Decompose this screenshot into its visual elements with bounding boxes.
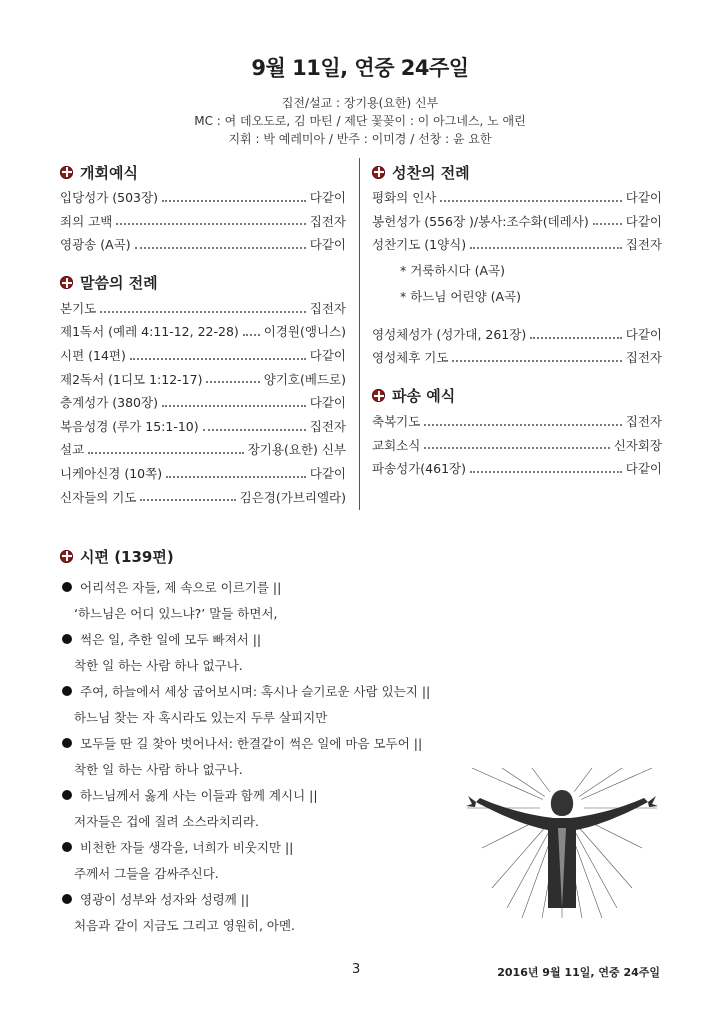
- cross-icon: [60, 276, 73, 289]
- bullet-icon: [62, 634, 72, 644]
- dot-leader: [243, 334, 260, 336]
- dot-leader: [166, 476, 306, 478]
- order-row: [60, 188, 346, 212]
- order-row-label: 신자들의 기도: [60, 489, 137, 505]
- section-heading-label: 성찬의 전례: [392, 163, 470, 182]
- column-divider: [359, 158, 360, 510]
- bullet-icon: [62, 894, 72, 904]
- order-list: [60, 188, 346, 259]
- order-row-label: 층계성가 (380장): [60, 395, 158, 411]
- psalm-response-text: 착한 일 하는 사람 하나 없구나.: [74, 658, 243, 673]
- order-row: [372, 412, 662, 436]
- sub-item: * 하느님 어린양 (A곡): [400, 288, 521, 304]
- psalm-verse-text: 썩은 일, 추한 일에 모두 빠져서 ||: [80, 632, 262, 647]
- order-row-label: 영광송 (A곡): [60, 237, 131, 253]
- order-row-label: 설교: [60, 442, 85, 458]
- order-row: [60, 440, 346, 464]
- order-row: [372, 459, 662, 483]
- order-row-value: 다같이: [309, 190, 346, 205]
- page-number: 3: [352, 962, 361, 977]
- order-row: [60, 464, 346, 488]
- order-row-value: 다같이: [625, 190, 662, 205]
- dot-leader: [88, 452, 244, 454]
- psalm-verse-text: 영광이 성부와 성자와 성령께 ||: [80, 892, 250, 907]
- psalm-response-text: ‘하느님은 어디 있느냐?’ 말들 하면서,: [74, 606, 278, 621]
- dot-leader: [593, 223, 622, 225]
- order-list: [60, 299, 346, 511]
- dot-leader: [424, 424, 621, 426]
- order-row-label: 본기도: [60, 300, 97, 316]
- section-heading-psalm: [60, 544, 660, 568]
- psalm-verse-line: [60, 730, 660, 756]
- order-row-value: 장기용(요한) 신부: [247, 442, 346, 458]
- psalm-response-line: [60, 704, 660, 730]
- dot-leader: [140, 499, 235, 501]
- order-row-value: 다같이: [309, 237, 346, 253]
- psalm-verse-line: [60, 678, 660, 704]
- order-row: [60, 322, 346, 346]
- order-row-value: 다같이: [309, 347, 346, 363]
- dot-leader: [100, 311, 306, 313]
- section-heading-word: [60, 271, 346, 295]
- order-row: [372, 188, 662, 212]
- order-row-label: 영성체후 기도: [372, 350, 449, 366]
- dot-leader: [452, 360, 621, 362]
- order-row: [372, 348, 662, 372]
- section-heading-dismissal: [372, 384, 662, 408]
- dot-leader: [162, 200, 306, 202]
- psalm-verse-text: 하느님께서 옳게 사는 이들과 함께 계시니 ||: [80, 788, 318, 803]
- dot-leader: [135, 247, 306, 249]
- cross-icon: [60, 166, 73, 179]
- order-row-value: 집전자: [625, 237, 662, 253]
- section-heading-label: 말씀의 전례: [80, 274, 158, 293]
- psalm-verse-text: 주여, 하늘에서 세상 굽어보시며: 혹시나 슬기로운 사람 있는지 ||: [80, 684, 431, 699]
- order-row: [60, 488, 346, 512]
- bullet-icon: [62, 842, 72, 852]
- dot-leader: [424, 447, 609, 449]
- order-row-label: 축복기도: [372, 413, 421, 429]
- order-row-value: 집전자: [309, 418, 346, 434]
- bullet-icon: [62, 686, 72, 696]
- order-row-label: 제2독서 (1디모 1:12-17): [60, 371, 203, 387]
- order-row: [60, 235, 346, 259]
- order-row-label: 봉헌성가 (556장 )/봉사:조수화(데레사): [372, 213, 589, 229]
- order-row-label: 시편 (14편): [60, 347, 126, 363]
- psalm-response-text: 처음과 같이 지금도 그리고 영원히, 아멘.: [74, 918, 296, 933]
- order-row: [60, 212, 346, 236]
- psalm-verse-line: [60, 626, 660, 652]
- order-row-label: 교회소식: [372, 437, 421, 453]
- dot-leader: [203, 429, 306, 431]
- order-row-value: 다같이: [625, 213, 662, 229]
- psalm-response-text: 저자들은 겁에 질려 소스라치리라.: [74, 814, 259, 829]
- dot-leader: [440, 200, 621, 202]
- order-row-label: 제1독서 (예레 4:11-12, 22-28): [60, 324, 239, 340]
- order-row: [60, 370, 346, 394]
- cross-icon: [372, 389, 385, 402]
- order-row: [372, 436, 662, 460]
- order-row-label: 평화의 인사: [372, 190, 437, 205]
- dot-leader: [470, 247, 622, 249]
- order-row-value: 김은경(가브리엘라): [239, 489, 346, 505]
- order-row-label: 복음성경 (루가 15:1-10): [60, 418, 199, 434]
- section-heading-label: 파송 예식: [392, 387, 456, 406]
- order-row-value: 다같이: [309, 395, 346, 411]
- sub-item: * 거룩하시다 (A곡): [400, 262, 505, 278]
- section-heading-label: 시편 (139편): [80, 547, 174, 566]
- order-row: [372, 325, 662, 349]
- bullet-icon: [62, 790, 72, 800]
- order-row-label: 입당성가 (503장): [60, 190, 158, 205]
- order-row-label: 영성체성가 (성가대, 261장): [372, 326, 527, 342]
- bullet-icon: [62, 582, 72, 592]
- order-row-value: 다같이: [625, 461, 662, 477]
- risen-christ-illustration: [462, 768, 662, 918]
- order-list: [372, 412, 662, 483]
- order-row-value: 집전자: [625, 413, 662, 429]
- bullet-icon: [62, 738, 72, 748]
- psalm-response-text: 주께서 그들을 감싸주신다.: [74, 866, 219, 881]
- dot-leader: [116, 223, 305, 225]
- order-row-value: 집전자: [309, 300, 346, 316]
- psalm-verse-line: [60, 574, 660, 600]
- order-row-label: 니케아신경 (10쪽): [60, 465, 163, 481]
- psalm-verse-text: 비천한 자들 생각을, 너희가 비웃지만 ||: [80, 840, 294, 855]
- order-row: [60, 346, 346, 370]
- order-row: [60, 299, 346, 323]
- order-row-value: 집전자: [309, 213, 346, 229]
- dot-leader: [530, 337, 622, 339]
- sub-list: [372, 261, 662, 313]
- order-row-label: 성찬기도 (1양식): [372, 237, 467, 253]
- order-row: [372, 212, 662, 236]
- order-row: [60, 393, 346, 417]
- order-row: [372, 235, 662, 259]
- psalm-response-line: [60, 652, 660, 678]
- psalm-response-text: 하느님 찾는 자 혹시라도 있는지 두루 살피지만: [74, 710, 328, 725]
- page-title: 9월 11일, 연중 24주일: [251, 56, 469, 80]
- order-row-value: 신자회장: [613, 437, 662, 453]
- psalm-verse-text: 어리석은 자들, 제 속으로 이르기를 ||: [80, 580, 282, 595]
- order-row-value: 다같이: [625, 326, 662, 342]
- order-row-label: 파송성가(461장): [372, 461, 466, 477]
- section-heading-opening: [60, 160, 346, 184]
- psalm-verse-text: 모두들 딴 길 찾아 벗어나서: 한결같이 썩은 일에 마음 모두어 ||: [80, 736, 423, 751]
- psalm-response-text: 착한 일 하는 사람 하나 없구나.: [74, 762, 243, 777]
- credits-line: 집전/설교 : 장기용(요한) 신부: [281, 96, 439, 110]
- psalm-response-line: [60, 600, 660, 626]
- order-row: [60, 417, 346, 441]
- dot-leader: [162, 405, 306, 407]
- order-row-label: 죄의 고백: [60, 213, 113, 229]
- right-column: [372, 160, 662, 483]
- credits-line: 지휘 : 박 예레미아 / 반주 : 이미경 / 선창 : 윤 요한: [228, 132, 492, 146]
- dot-leader: [470, 471, 622, 473]
- order-list: [372, 325, 662, 372]
- cross-icon: [60, 550, 73, 563]
- section-heading-label: 개회예식: [80, 163, 138, 182]
- order-row-value: 이경원(앵니스): [263, 324, 346, 340]
- order-row-value: 집전자: [625, 350, 662, 366]
- dot-leader: [206, 381, 259, 383]
- cross-icon: [372, 166, 385, 179]
- credits-line: MC : 여 데오도로, 김 마틴 / 제단 꽃꽂이 : 이 아그네스, 노 애린: [194, 114, 526, 128]
- credits: [0, 94, 720, 148]
- dot-leader: [130, 358, 306, 360]
- left-column: [60, 160, 346, 511]
- order-row-value: 다같이: [309, 465, 346, 481]
- order-row-value: 양기호(베드로): [263, 371, 346, 387]
- section-heading-eucharist: [372, 160, 662, 184]
- footer-date: 2016년 9월 11일, 연중 24주일: [497, 966, 660, 979]
- order-list: [372, 188, 662, 259]
